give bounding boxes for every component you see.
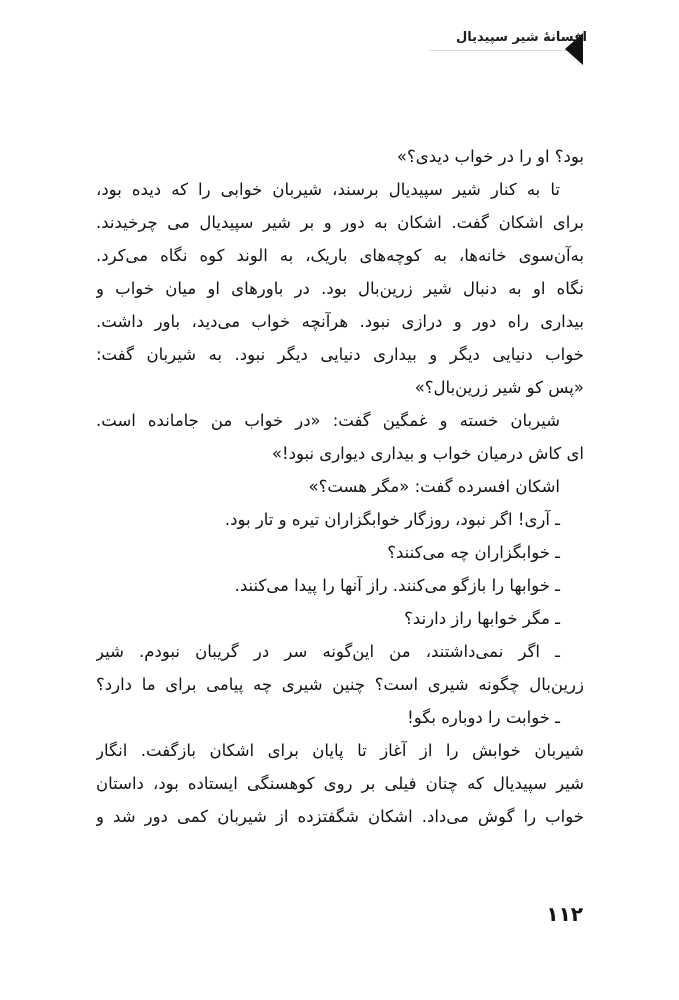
- text-line: ـ اگر نمی‌داشتند، من این‌گونه سر در گریبان نبودم. شیر: [96, 642, 560, 661]
- text-line: «پس کو شیر زرین‌بال؟»: [414, 378, 584, 397]
- text-line: ـ خوابت را دوباره بگو!: [407, 708, 560, 727]
- text-line: تا به کنار شیر سپیدیال برسند، شیربان خوابی را که دیده بود،: [96, 180, 560, 199]
- text-line: خواب را گوش می‌داد. اشکان شگفتزده از شیربان کمی دور شد و: [96, 807, 584, 826]
- text-line: شیر سپیدیال که چنان فیلی بر روی کوهسنگی ایستاده بود، داستان: [96, 774, 584, 793]
- text-line: ـ آری! اگر نبود، روزگار خوابگزاران تیره و تار بود.: [224, 510, 560, 529]
- text-line: نگاه او به دنبال شیر زرین‌بال بود. در باورهای او میان خواب و: [96, 279, 584, 298]
- text-line: اشکان افسرده گفت: «مگر هست؟»: [308, 477, 560, 496]
- text-line: بود؟ او را در خواب دیدی؟»: [396, 147, 584, 166]
- page-number: ۱۱۲: [546, 902, 583, 926]
- running-header: افسانهٔ شیر سپیدیال: [455, 30, 587, 45]
- text-line: ـ خوابها را بازگو می‌کنند. راز آنها را پیدا می‌کنند.: [234, 576, 560, 595]
- text-line: زرین‌بال چگونه شیری است؟ چنین شیری چه پیامی برای ما دارد؟: [96, 675, 584, 694]
- text-line: ـ مگر خوابها راز دارند؟: [404, 609, 560, 628]
- text-line: خواب دنیایی دیگر و بیداری دنیایی دیگر نبود. به شیربان گفت:: [96, 345, 584, 364]
- text-line: شیربان خسته و غمگین گفت: «در خواب من جامانده است.: [96, 411, 560, 430]
- text-line: بیداری راه دور و درازی نبود. هرآنچه خواب می‌دید، باور داشت.: [96, 312, 584, 331]
- text-line: شیربان خوابش را از آغاز تا پایان برای اشکان بازگفت. انگار: [96, 741, 584, 760]
- body-text: [96, 140, 584, 833]
- text-line: ای کاش درمیان خواب و بیداری دیواری نبود!»: [271, 444, 584, 463]
- text-line: به‌آن‌سوی خانه‌ها، به کوچه‌های باریک، به الوند کوه نگاه می‌کرد.: [96, 246, 584, 265]
- text-line: برای اشکان گفت. اشکان به دور و بر شیر سپیدیال می چرخیدند.: [96, 213, 584, 232]
- header-rule: [429, 50, 579, 51]
- triangle-icon: [565, 33, 583, 65]
- text-line: ـ خوابگزاران چه می‌کنند؟: [387, 543, 560, 562]
